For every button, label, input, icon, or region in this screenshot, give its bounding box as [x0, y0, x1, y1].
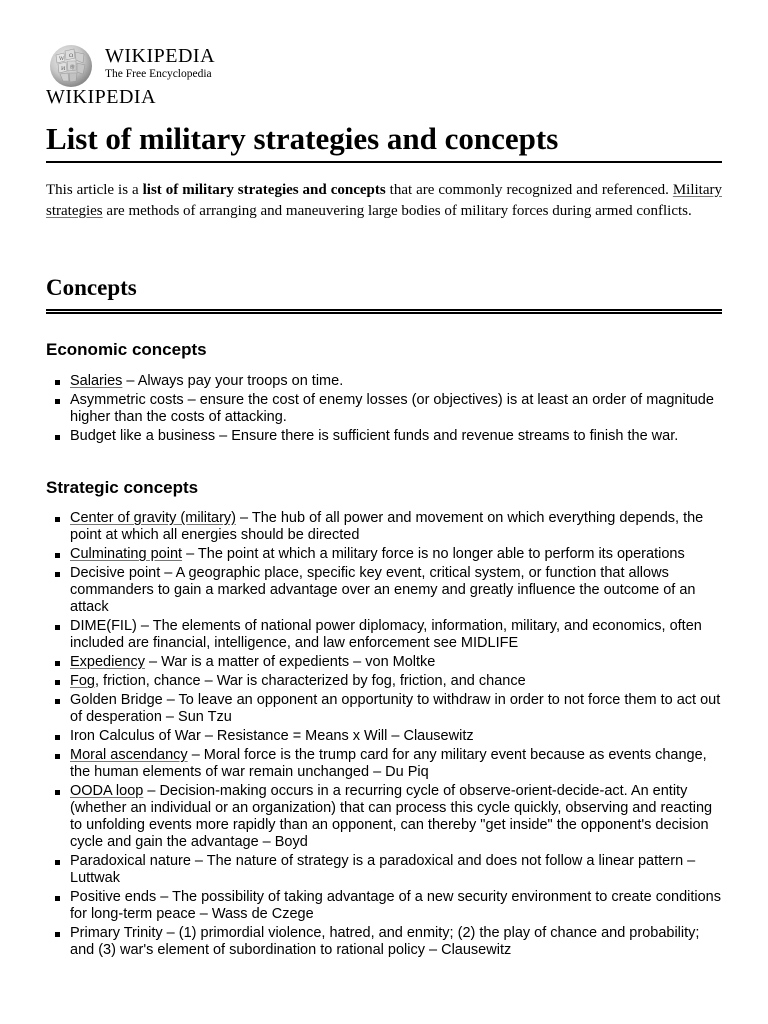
page-title: List of military strategies and concepts — [46, 120, 722, 163]
military-strategies-link[interactable]: Military strategies — [46, 182, 722, 219]
list-item-text: – Moral force is the trump card for any military event because as events change, the human elements of war remain unchanged – Du Piq — [70, 747, 707, 780]
list-item-link[interactable]: Culminating point — [70, 546, 183, 562]
list-item-link[interactable]: Fog — [70, 673, 95, 689]
intro-paragraph — [46, 180, 722, 222]
list-item-text: – The hub of all power and movement on which everything depends, the point at which all energies should be directed — [70, 510, 704, 543]
wikipedia-wordmark-repeat: WIKIPEDIA — [46, 86, 157, 108]
list-item — [46, 654, 722, 671]
list-item-text: Golden Bridge – To leave an opponent an opportunity to withdraw in order to not force them to act out of desperation – Sun Tzu — [70, 692, 721, 725]
economic-concepts-list — [46, 373, 722, 447]
list-item — [46, 747, 722, 781]
list-item — [46, 546, 722, 563]
list-item-text: , friction, chance – War is characterized by fog, friction, and chance — [95, 673, 526, 689]
list-item-text: Iron Calculus of War – Resistance = Means x Will – Clausewitz — [70, 728, 474, 744]
list-item — [46, 618, 722, 652]
subsection-heading-economic: Economic concepts — [46, 340, 207, 359]
subsection-heading-strategic: Strategic concepts — [46, 478, 199, 497]
list-item-link[interactable]: OODA loop — [70, 783, 144, 799]
list-item — [46, 510, 722, 544]
list-item — [46, 853, 722, 887]
list-item — [46, 692, 722, 726]
list-item-text: – The point at which a military force is no longer able to perform its operations — [182, 546, 685, 562]
list-item — [46, 925, 722, 959]
list-item — [46, 565, 722, 616]
wikipedia-wordmark: WIKIPEDIA — [105, 45, 216, 67]
list-item-text: Decisive point – A geographic place, specific key event, critical system, or function that allows commanders to gain a marked advantage over an enemy and greatly influence the outcome of an attack — [70, 565, 696, 615]
section-heading-concepts: Concepts — [46, 274, 722, 314]
intro-bold-term: list of military strategies and concepts — [142, 182, 386, 198]
list-item — [46, 728, 722, 745]
svg-text:W: W — [59, 56, 65, 62]
svg-text:И: И — [61, 66, 66, 72]
list-item-link[interactable]: Center of gravity (military) — [70, 510, 236, 526]
list-item — [46, 673, 722, 690]
list-item — [46, 428, 722, 445]
svg-text:Ω: Ω — [69, 53, 74, 59]
list-item — [46, 889, 722, 923]
list-item — [46, 783, 722, 851]
list-item — [46, 373, 722, 390]
svg-text:维: 维 — [70, 65, 76, 71]
list-item — [46, 392, 722, 426]
wikipedia-globe-icon — [46, 43, 96, 88]
list-item-text: – Always pay your troops on time. — [122, 373, 344, 389]
list-item-text: – Decision-making occurs in a recurring cycle of observe-orient-decide-act. An entity (whether an individual or an organization) that can process this cycle quickly, observing and reacting to unfolding events more rapidly than an opponent, can thereby "get inside" the opponent's decision cycle and gain the advantage – Boyd — [70, 783, 713, 850]
intro-text-3: are methods of arranging and maneuvering large bodies of military forces during armed conflicts. — [102, 203, 692, 219]
list-item-text: Asymmetric costs – ensure the cost of enemy losses (or objectives) is at least an order of magnitude higher than the costs of attacking. — [70, 392, 714, 425]
list-item-text: Paradoxical nature – The nature of strategy is a paradoxical and does not follow a linear pattern – Luttwak — [70, 853, 696, 886]
list-item-text: Primary Trinity – (1) primordial violence, hatred, and enmity; (2) the play of chance and probability; and (3) war's element of subordination to rational policy – Clausewitz — [70, 925, 700, 958]
list-item-text: DIME(FIL) – The elements of national power diplomacy, information, military, and economics, often included are financial, intelligence, and law enforcement see MIDLIFE — [70, 618, 702, 651]
intro-text-2: that are commonly recognized and referenced. — [385, 182, 673, 198]
list-item-link[interactable]: Expediency — [70, 654, 145, 670]
wikipedia-tagline: The Free Encyclopedia — [105, 68, 212, 80]
strategic-concepts-list — [46, 510, 722, 961]
list-item-link[interactable]: Salaries — [70, 373, 123, 389]
list-item-text: Budget like a business – Ensure there is sufficient funds and revenue streams to finish the war. — [70, 428, 679, 444]
list-item-text: Positive ends – The possibility of taking advantage of a new security environment to create conditions for long-term peace – Wass de Czege — [70, 889, 721, 922]
list-item-text: – War is a matter of expedients – von Moltke — [144, 654, 436, 670]
list-item-link[interactable]: Moral ascendancy — [70, 747, 188, 763]
intro-text-1: This article is a — [46, 182, 143, 198]
